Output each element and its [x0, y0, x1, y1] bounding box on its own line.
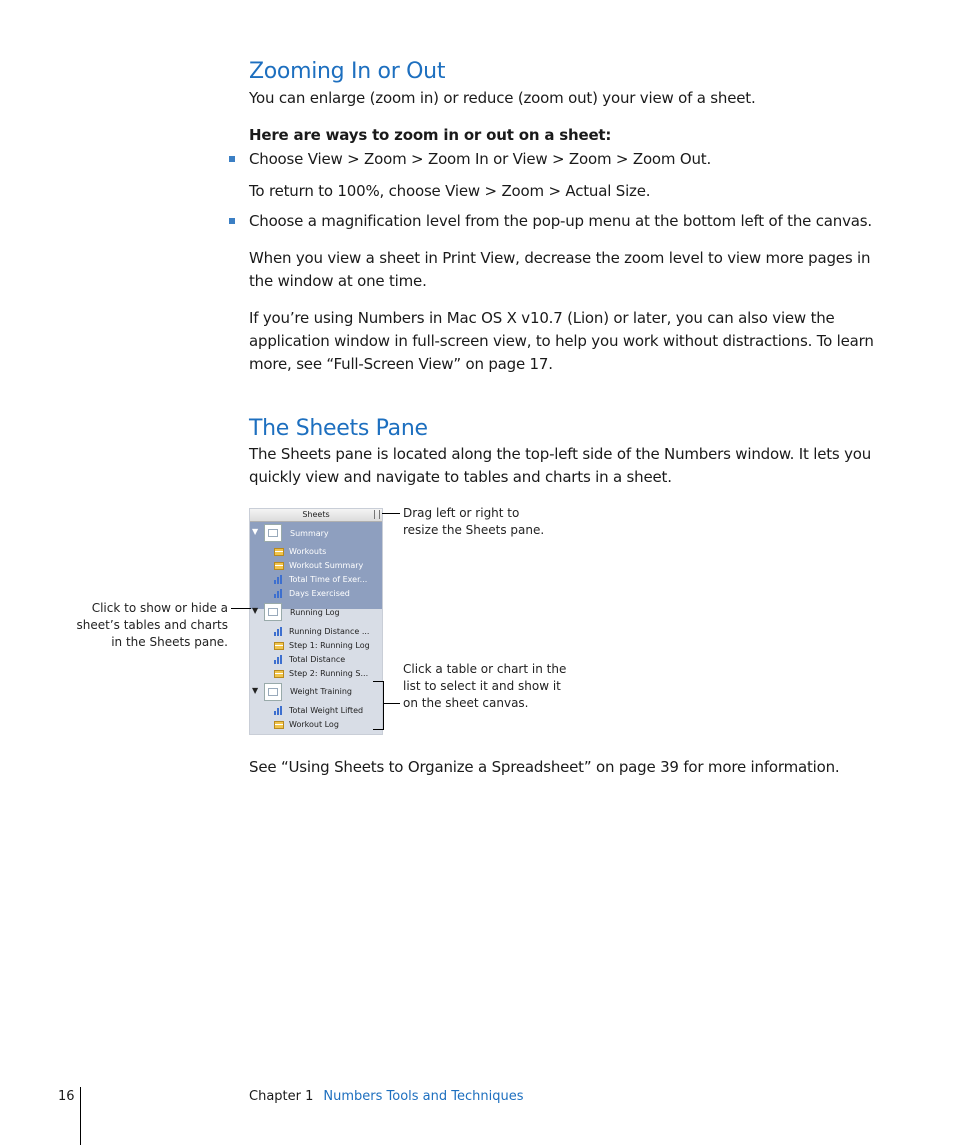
disclosure-triangle-icon[interactable]: ▼: [252, 606, 259, 615]
disclosure-triangle-icon[interactable]: ▼: [252, 686, 259, 695]
chart-icon: [274, 655, 284, 664]
callout-select-line-2: list to select it and show it: [403, 679, 561, 693]
callout-leader-line: [382, 513, 400, 514]
zoom-intro: You can enlarge (zoom in) or reduce (zoom out) your view of a sheet.: [249, 89, 756, 107]
zoom-bullet-2: [229, 210, 874, 233]
callout-select-line-3: on the sheet canvas.: [403, 696, 529, 710]
sheet-child-item[interactable]: Step 2: Running S...: [289, 669, 369, 678]
footer-chapter: [249, 1089, 524, 1104]
sheet-child-item[interactable]: Workout Log: [289, 720, 339, 729]
zoom-bullet-1-note: To return to 100%, choose View > Zoom > Actual Size.: [249, 182, 651, 200]
callout-select-line-1: Click a table or chart in the: [403, 662, 567, 676]
footer-chapter-title[interactable]: Numbers Tools and Techniques: [323, 1089, 524, 1104]
sheet-item-weight-training[interactable]: Weight Training: [290, 687, 352, 696]
sheet-item-running-log[interactable]: Running Log: [290, 608, 340, 617]
table-icon: [274, 642, 284, 650]
chart-icon: [274, 575, 284, 584]
callout-resize-line-1: Drag left or right to: [403, 506, 520, 520]
sheet-child-item[interactable]: Running Distance ...: [289, 627, 370, 636]
sheet-icon: [264, 524, 282, 542]
sheets-pane-header-label: Sheets: [302, 510, 330, 519]
chart-icon: [274, 589, 284, 598]
table-icon: [274, 548, 284, 556]
disclosure-triangle-icon[interactable]: ▼: [252, 527, 259, 536]
sheet-item-summary[interactable]: Summary: [290, 529, 329, 538]
sheet-child-item[interactable]: Total Weight Lifted: [289, 706, 364, 715]
callout-resize: [403, 505, 563, 539]
callout-toggle: [70, 600, 228, 651]
callout-select: [403, 661, 583, 712]
sheet-icon: [264, 683, 282, 701]
footer-chapter-label: Chapter 1: [249, 1089, 314, 1104]
chart-icon: [274, 706, 284, 715]
callout-leader-line: [231, 608, 251, 609]
callout-toggle-line-1: Click to show or hide a: [91, 601, 228, 615]
chart-icon: [274, 627, 284, 636]
section-title-sheets-pane: The Sheets Pane: [249, 416, 428, 441]
zoom-lead: Here are ways to zoom in or out on a sheet:: [249, 126, 612, 144]
zoom-para-fullscreen: If you’re using Numbers in Mac OS X v10.7 (Lion) or later, you can also view the application window in full-screen view, to help you work without distractions. To learn more, see “Full-Screen View” on page 17.: [249, 309, 874, 373]
table-icon: [274, 670, 284, 678]
sheets-pane-intro: The Sheets pane is located along the top-left side of the Numbers window. It lets you quickly view and navigate to tables and charts in a sheet.: [249, 445, 872, 486]
sheet-icon: [264, 603, 282, 621]
sheet-child-item[interactable]: Workouts: [289, 547, 327, 556]
table-icon: [274, 562, 284, 570]
callout-resize-line-2: resize the Sheets pane.: [403, 523, 545, 537]
zoom-bullet-1: [229, 148, 874, 171]
footer-rule: [80, 1087, 81, 1145]
sheet-child-item[interactable]: Days Exercised: [289, 589, 350, 598]
callout-toggle-line-2: sheet’s tables and charts: [76, 618, 228, 632]
callout-bracket-bottom: [373, 729, 383, 730]
sheet-child-item[interactable]: Total Time of Exer...: [289, 575, 368, 584]
sheets-pane-header: [250, 509, 382, 522]
callout-toggle-line-3: in the Sheets pane.: [111, 635, 228, 649]
sheet-child-item[interactable]: Workout Summary: [289, 561, 364, 570]
sheet-child-item[interactable]: Total Distance: [289, 655, 346, 664]
bullet-square-icon: [229, 156, 235, 162]
sheets-pane-closing: See “Using Sheets to Organize a Spreadsheet” on page 39 for more information.: [249, 758, 840, 776]
bullet-square-icon: [229, 218, 235, 224]
callout-bracket-top: [373, 681, 383, 682]
zoom-bullet-2-text: Choose a magnification level from the pop-up menu at the bottom left of the canvas.: [249, 212, 872, 230]
zoom-para-print-view: When you view a sheet in Print View, decrease the zoom level to view more pages in the window at one time.: [249, 249, 871, 290]
page-number: 16: [58, 1089, 75, 1104]
callout-leader-line: [384, 703, 400, 704]
section-title-zooming: Zooming In or Out: [249, 59, 446, 84]
resize-handle-icon[interactable]: [374, 510, 380, 519]
sheets-pane-figure: [249, 508, 383, 735]
table-icon: [274, 721, 284, 729]
sheet-child-item[interactable]: Step 1: Running Log: [289, 641, 370, 650]
callout-bracket-side: [383, 681, 384, 730]
zoom-bullet-1-text: Choose View > Zoom > Zoom In or View > Zoom > Zoom Out.: [249, 150, 712, 168]
